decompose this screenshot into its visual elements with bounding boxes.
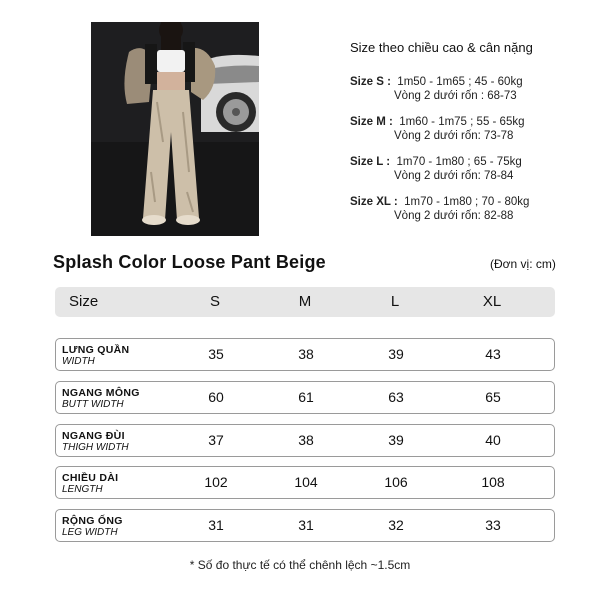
cell-m: 61 (298, 389, 314, 405)
row-label-en: WIDTH (62, 356, 95, 367)
header-size: Size (69, 293, 99, 310)
row-label-vn: LƯNG QUẦN (62, 344, 130, 356)
cell-s: 102 (204, 474, 228, 490)
cell-xl: 43 (485, 346, 501, 362)
footnote: * Số đo thực tế có thể chênh lệch ~1.5cm (189, 558, 411, 572)
size-label: Size S : (350, 76, 391, 88)
cell-l: 39 (388, 346, 404, 362)
cell-m: 38 (298, 432, 314, 448)
table-row-waist (55, 338, 555, 371)
cell-l: 32 (388, 517, 404, 533)
table-row-leg (55, 509, 555, 542)
size-guide-entry-xl (350, 195, 590, 223)
product-title: Splash Color Loose Pant Beige (53, 252, 326, 272)
unit-note: (Đơn vị: cm) (490, 257, 556, 271)
size-guide (350, 40, 590, 235)
size-waist: Vòng 2 dưới rốn : 68-73 (394, 90, 517, 102)
cell-xl: 65 (485, 389, 501, 405)
size-label: Size L : (350, 156, 391, 168)
size-label: Size XL : (350, 196, 398, 208)
cell-l: 63 (388, 389, 404, 405)
header-l: L (390, 293, 400, 310)
cell-s: 31 (208, 517, 224, 533)
size-guide-entry-l (350, 155, 590, 183)
cell-l: 39 (388, 432, 404, 448)
size-waist: Vòng 2 dưới rốn: 78-84 (394, 170, 514, 182)
header-m: M (298, 293, 312, 310)
cell-s: 60 (208, 389, 224, 405)
row-label-vn: CHIỀU DÀI (62, 472, 119, 484)
row-label-en: BUTT WIDTH (62, 399, 124, 410)
cell-xl: 40 (485, 432, 501, 448)
cell-xl: 33 (485, 517, 501, 533)
size-waist: Vòng 2 dưới rốn: 73-78 (394, 130, 514, 142)
table-row-thigh (55, 424, 555, 457)
size-height-weight: 1m70 - 1m80 ; 70 - 80kg (404, 196, 530, 208)
row-label-en: LENGTH (62, 484, 103, 495)
row-label-vn: NGANG MÔNG (62, 387, 140, 399)
cell-m: 104 (294, 474, 318, 490)
row-label-vn: RỘNG ỐNG (62, 515, 123, 527)
row-label-en: THIGH WIDTH (62, 442, 129, 453)
size-guide-entry-s (350, 75, 590, 103)
size-waist: Vòng 2 dưới rốn: 82-88 (394, 210, 514, 222)
cell-s: 35 (208, 346, 224, 362)
cell-m: 38 (298, 346, 314, 362)
cell-s: 37 (208, 432, 224, 448)
size-guide-title: Size theo chiều cao & cân nặng (350, 40, 533, 55)
size-height-weight: 1m60 - 1m75 ; 55 - 65kg (399, 116, 525, 128)
cell-l: 106 (384, 474, 408, 490)
header-s: S (209, 293, 220, 310)
row-label-vn: NGANG ĐÙI (62, 430, 125, 442)
size-height-weight: 1m70 - 1m80 ; 65 - 75kg (396, 156, 522, 168)
cell-xl: 108 (481, 474, 505, 490)
size-table-header (55, 287, 555, 317)
size-height-weight: 1m50 - 1m65 ; 45 - 60kg (397, 76, 523, 88)
size-label: Size M : (350, 116, 393, 128)
product-photo (91, 22, 259, 236)
table-row-length (55, 466, 555, 499)
table-row-butt (55, 381, 555, 414)
row-label-en: LEG WIDTH (62, 527, 118, 538)
cell-m: 31 (298, 517, 314, 533)
size-guide-entry-m (350, 115, 590, 143)
header-xl: XL (482, 293, 502, 310)
